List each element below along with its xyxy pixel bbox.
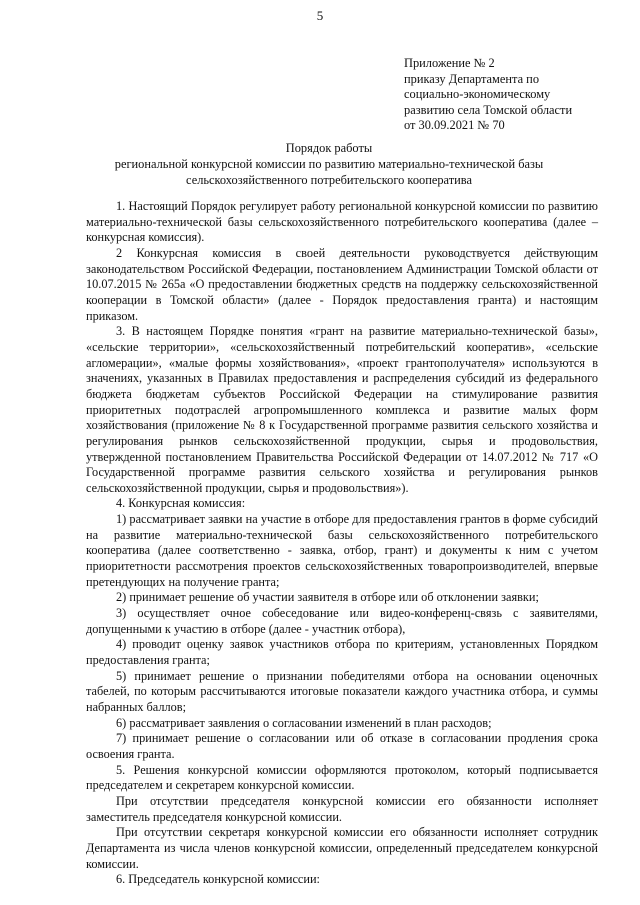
annex-header (404, 56, 632, 134)
paragraph: 6) рассматривает заявления о согласовании изменений в план расходов; (116, 715, 492, 730)
paragraph: 2) принимает решение об участии заявителя в отборе или об отклонении заявки; (116, 590, 539, 605)
document-body (86, 199, 598, 888)
document-title (60, 141, 598, 188)
paragraph: 2 Конкурсная комиссия в своей деятельности руководствуется действующим законодательством Российской Федерации, постановлением Администрации Томской области от 10.07.2015 № 265а «О предоставлении бюджетных средств на поддержку сельскохозяйственной кооперации в Томской области» (далее - Порядок предоставления гранта) и настоящим приказом. (86, 245, 598, 323)
paragraph: При отсутствии секретаря конкурсной комиссии его обязанности исполняет сотрудник Департамента из числа членов конкурсной комиссии, определенный председателем конкурсной комиссии. (86, 825, 598, 871)
page-number: 5 (316, 8, 324, 23)
paragraph: 1) рассматривает заявки на участие в отборе для предоставления грантов в форме субсидий на развитие материально-технической базы сельскохозяйственного потребительского кооператива (далее соответственно - заявка, отбор, грант) и документы к ним с учетом приоритетности рассмотрения проектов сельскохозяйственных товаропроизводителей, впервые претендующих на получение гранта; (86, 512, 598, 589)
paragraph: 4. Конкурсная комиссия: (116, 496, 246, 511)
paragraph: 3. В настоящем Порядке понятия «грант на развитие материально-технической базы», «сельские территории», «сельскохозяйственный потребительский кооператив», «сельские агломерации», «малые формы хозяйствования», «проект грантополучателя» используются в значениях, указанных в Правилах предоставления и распределения субсидий из федерального бюджета бюджетам субъектов Российской Федерации на стимулирование развития приоритетных подотраслей агропромышленного комплекса и развитие малых форм хозяйствования (приложение № 8 к Государственной программе развития сельского хозяйства и регулирования рынков сельскохозяйственной продукции, сырья и продовольствия, утвержденной постановлением Правительства Российской Федерации от 14.07.2012 № 717 «О Государственной программе развития сельского хозяйства и регулирования рынков сельскохозяйственной продукции, сырья и продовольствия»). (86, 324, 598, 495)
paragraph: 4) проводит оценку заявок участников отбора по критериям, установленных Порядком предоставления гранта; (86, 637, 598, 668)
title-line: Порядок работы (285, 141, 373, 155)
paragraph: 7) принимает решение о согласовании или об отказе в согласовании продления срока освоения гранта. (86, 731, 598, 761)
paragraph: 5) принимает решение о признании победителями отбора на основании оценочных табелей, по которым рассчитываются итоговые показатели каждого участника отбора, и суммы набранных баллов; (86, 668, 598, 714)
paragraph: 5. Решения конкурсной комиссии оформляются протоколом, который подписывается председателем и секретарем конкурсной комиссии. (86, 762, 598, 793)
annex-line: от 30.09.2021 № 70 (404, 118, 505, 133)
title-line: региональной конкурсной комиссии по развитию материально-технической базы (114, 156, 544, 171)
paragraph: 1. Настоящий Порядок регулирует работу региональной конкурсной комиссии по развитию материально-технической базы сельскохозяйственного потребительского кооператива (далее – конкурсная комиссия). (86, 199, 598, 245)
paragraph: 6. Председатель конкурсной комиссии: (116, 872, 320, 887)
annex-line: приказу Департамента по (404, 71, 540, 86)
paragraph: При отсутствии председателя конкурсной комиссии его обязанности исполняет заместитель председателя конкурсной комиссии. (86, 793, 598, 824)
annex-line: Приложение № 2 (404, 56, 495, 70)
paragraph: 3) осуществляет очное собеседование или видео-конференц-связь с заявителями, допущенными к участию в отборе (далее - участник отбора), (86, 606, 598, 636)
annex-line: социально-экономическому (404, 87, 551, 102)
title-line: сельскохозяйственного потребительского кооператива (186, 172, 472, 187)
annex-line: развитию села Томской области (404, 102, 573, 117)
